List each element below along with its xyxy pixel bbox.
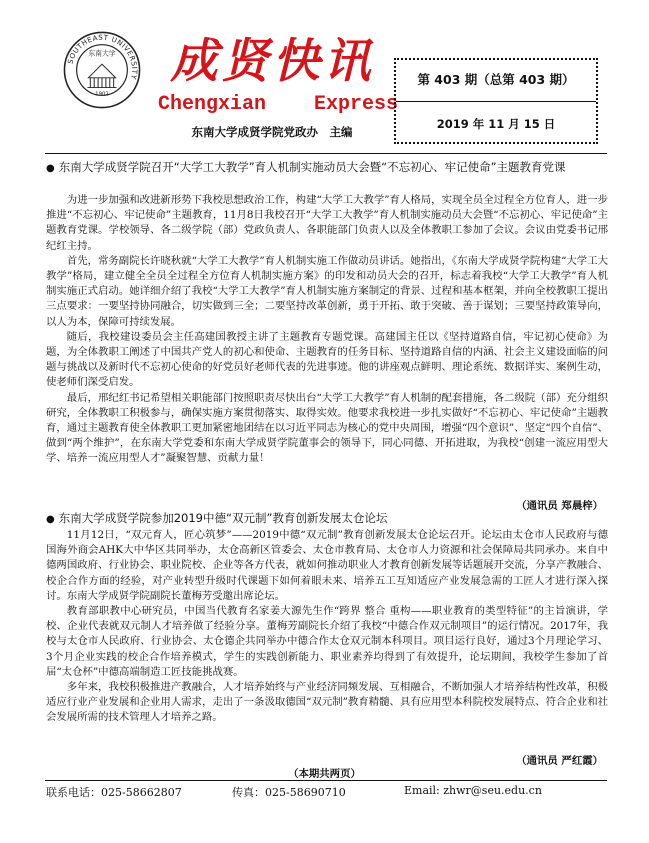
article-2-body [46,528,608,726]
newsletter-title-en: Chengxian Express [158,93,399,116]
logo-name: 东南大学 [88,49,116,58]
university-seal-logo [63,31,141,109]
logo-building-icon [87,64,116,87]
issue-divider [396,101,596,102]
header-divider [45,153,607,154]
article-1-paragraph: 最后，邢纪红书记希望相关职能部门按照职责尽快出台“大学工大教学”育人机制的配套措施，各二级院（部）充分组织研究，全体教职工积极参与，确保实施方案贯彻落实、取得实效。他要求我校进一步扎实做好“不忘初心、牢记使命”主题教育，通过主题教育使全体教职工更加紧密地团结在以习近平同志为核心的党中央周围，增强“四个意识”、坚定“四个自信”、做到“两个维护”，在东南大学党委和东南大学成贤学院董事会的领导下，同心同德、开拓进取，为我校“创建一流应用型大学、培养一流应用型人才”凝聚智慧、贡献力量！ [46,391,608,465]
article-1-paragraph: 首先，常务副院长许晓秋就“大学工大教学”育人机制实施工作做动员讲话。她指出，《东南大学成贤学院构建“大学工大教学”格局，建立健全全员全过程全方位育人机制实施方案》的印发和动员大会的召开，标志着我校“大学工大教学”育人机制实施正式启动。她详细介绍了我校“大学工大教学”育人机制实施方案制定的背景、过程和基本框架，并向全校教职工提出三点要求：一要坚持协同融合，切实做到三全；二要坚持改革创新，勇于开拓、敢于突破、善于谋划；三要坚持政策导向，以人为本，保障可持续发展。 [46,254,608,328]
article-2-paragraph: 教育部职教中心研究员，中国当代教育名家姜大源先生作“跨界 整合 重构——职业教育的类型特征”的主旨演讲，学校、企业代表就双元制人才培养做了经验分享。董梅芳副院长介绍了我校“中德合作双元制项目”的运行情况。2017年，我校与太仓市人民政府、行业协会、太仓德企共同举办中德合作太仓双元制本科项目。项目运行良好，通过3个月理论学习、3个月企业实践的校企合作培养模式，学生的实践创新能力、职业素养均得到了有效提升，论坛期间，我校学生参加了首届“太仓杯”中德高端制造工匠技能挑战赛。 [46,605,608,678]
article-1-paragraph: 为进一步加强和改进新形势下我校思想政治工作，构建“大学工大教学”育人格局，实现全员全过程全方位育人，进一步推进“不忘初心、牢记使命”主题教育，11月8日我校召开“大学工大教学”育人机制实施动员大会暨“不忘初心、牢记使命”主题教育党课。学校领导、各二级学院（部）党政负责人、各职能部门负责人以及全体教职工参加了会议。会议由党委书记邢纪红主持。 [46,194,608,252]
editor-department: 东南大学成贤学院党政办 主编 [191,125,353,139]
bullet-icon: ● [46,163,55,174]
article-1-title: ● 东南大学成贤学院召开“大学工大教学”育人机制实施动员大会暨“不忘初心、牢记使命”主题教育党课 [46,160,566,174]
page-count-note: （本期共两页） [288,768,361,780]
footer-fax: 传真：025-58690710 [232,786,346,799]
article-1-paragraph: 随后，我校建设委员会主任高建国教授主讲了主题教育专题党课。高建国主任以《坚持道路自信，牢记初心使命》为题，为全体教职工阐述了中国共产党人的初心和使命、主题教育的任务目标、坚持道路自信的内涵、社会主义建设面临的问题与挑战以及新时代不忘初心使命的好党员好老师代表的先进事迹。他的讲座观点鲜明、理论系统、数据详实、案例生动，使老师们深受启发。 [46,330,608,389]
footer-phone: 联系电话：025-58662807 [46,786,182,799]
article-2-byline: （通讯员 严红霞） [516,755,603,767]
article-1-byline: （通讯员 郑晨梓） [516,500,603,512]
logo-ring-text: SOUTHEAST UNIVERSITY [65,32,140,81]
footer-divider [45,780,607,781]
footer-email[interactable]: Email: zhwr@seu.edu.cn [404,784,542,797]
article-2-title: ● 东南大学成贤学院参加2019中德“双元制”教育创新发展太仓论坛 [46,511,388,525]
newsletter-title: 成贤快讯 [170,34,375,89]
logo-year: 1902 [95,91,109,98]
issue-date: 2019 年 11 月 15 日 [436,117,556,131]
bullet-icon: ● [46,514,55,525]
article-2-paragraph: 11月12日，“双元育人，匠心筑梦”——2019中德“双元制”教育创新发展太仓论坛召开。论坛由太仓市人民政府与德国海外商会AHK大中华区共同举办，太仓高新区管委会、太仓市教育局、太仓市人力资源和社会保障局共同承办。来自中德两国政府、行业协会、职业院校、企业等各方代表，就如何推动职业人才教育创新发展等话题展开交流，分享产教融合、校企合作方面的经验，对产业转型升级时代课题下如何着眼未来、培养五工互知适应产业发展急需的工匠人才进行深入探讨。东南大学成贤学院副院长董梅芳受邀出席论坛。 [46,529,608,602]
article-2-paragraph: 多年来，我校积极推进产教融合，人才培养始终与产业经济同频发展、互相融合，不断加强人才培养结构性改革，积极适应行业产业发展和企业用人需求，走出了一条汲取德国“双元制”教育精髓、具有应用型本科院校发展特点、符合企业和社会发展所需的技术管理人才培养之路。 [46,681,608,724]
issue-number: 第 403 期（总第 403 期） [417,72,575,87]
article-1-body [46,193,608,467]
